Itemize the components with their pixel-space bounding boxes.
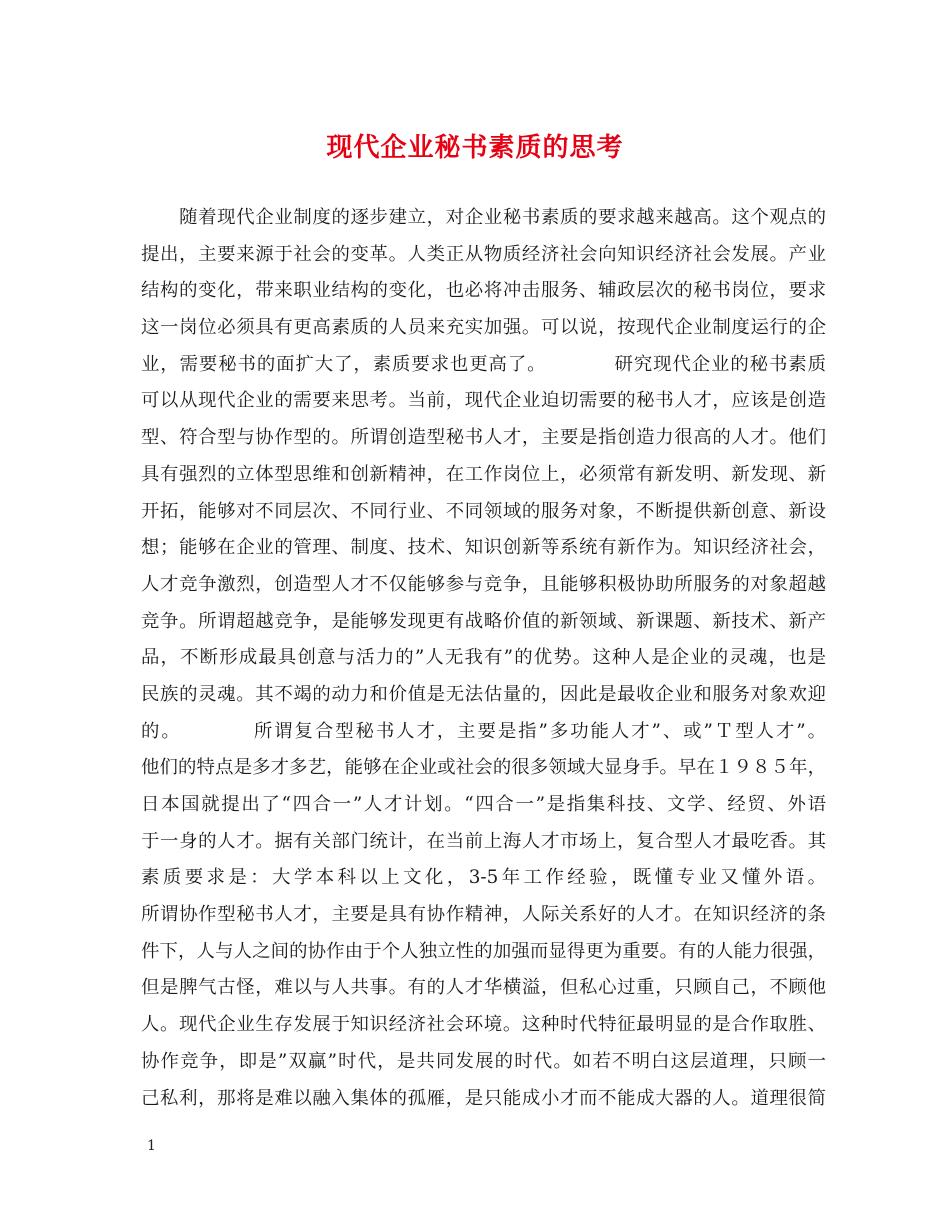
text-line: 素质要求是：大学本科以上文化，3-5年工作经验，既懂专业又懂外语。 — [141, 867, 826, 889]
text-line: 随着现代企业制度的逐步建立，对企业秘书素质的要求越来越高。这个观点的 — [141, 207, 826, 228]
text-line: 人才竞争激烈，创造型人才不仅能够参与竞争，且能够积极协助所服务的对象超越 — [141, 573, 826, 595]
text-line: 竞争。所谓超越竞争，是能够发现更有战略价值的新领域、新课题、新技术、新产 — [141, 610, 826, 632]
text-line: 开拓，能够对不同层次、不同行业、不同领域的服务对象，不断提供新创意、新设 — [141, 500, 826, 522]
text-line: 想；能够在企业的管理、制度、技术、知识创新等系统有新作为。知识经济社会， — [141, 537, 826, 559]
page-title: 现代企业秘书素质的思考 — [326, 133, 624, 163]
text-line: 结构的变化，带来职业结构的变化，也必将冲击服务、辅政层次的秘书岗位，要求 — [141, 280, 826, 302]
text-line: 民族的灵魂。其不竭的动力和价值是无法估量的，因此是最收企业和服务对象欢迎 — [141, 683, 826, 705]
text-line: 的。 所谓复合型秘书人才，主要是指”多功能人才”、或”Ｔ型人才”。 — [141, 720, 826, 742]
text-line: 可以从现代企业的需要来思考。当前，现代企业迫切需要的秘书人才，应该是创造 — [141, 390, 826, 412]
body-text — [141, 200, 826, 1117]
page-number: 1 — [147, 1138, 156, 1154]
text-line: 但是脾气古怪，难以与人共事。有的人才华横溢，但私心过重，只顾自己，不顾他 — [141, 977, 826, 999]
text-line: 己私利，那将是难以融入集体的孤雁，是只能成小才而不能成大器的人。道理很简 — [141, 1087, 826, 1109]
text-line: 具有强烈的立体型思维和创新精神，在工作岗位上，必须常有新发明、新发现、新 — [141, 463, 826, 485]
text-line: 这一岗位必须具有更高素质的人员来充实加强。可以说，按现代企业制度运行的企 — [141, 317, 826, 339]
text-line: 协作竞争，即是”双赢”时代，是共同发展的时代。如若不明白这层道理，只顾一 — [141, 1050, 826, 1072]
text-line: 业，需要秘书的面扩大了，素质要求也更高了。 研究现代企业的秘书素质 — [141, 353, 826, 375]
text-line: 提出，主要来源于社会的变革。人类正从物质经济社会向知识经济社会发展。产业 — [141, 243, 826, 265]
text-line: 件下，人与人之间的协作由于个人独立性的加强而显得更为重要。有的人能力很强， — [141, 940, 826, 962]
text-line: 日本国就提出了“四合一”人才计划。“四合一”是指集科技、文学、经贸、外语 — [141, 794, 826, 815]
text-line: 他们的特点是多才多艺，能够在企业或社会的很多领域大显身手。早在１９８５年， — [141, 757, 826, 779]
text-line: 于一身的人才。据有关部门统计，在当前上海人才市场上，复合型人才最吃香。其 — [141, 830, 826, 852]
text-line: 人。现代企业生存发展于知识经济社会环境。这种时代特征最明显的是合作取胜、 — [141, 1014, 826, 1036]
text-line: 所谓协作型秘书人才，主要是具有协作精神，人际关系好的人才。在知识经济的条 — [141, 904, 826, 926]
text-line: 型、符合型与协作型的。所谓创造型秘书人才，主要是指创造力很高的人才。他们 — [141, 427, 826, 449]
text-line: 品，不断形成最具创意与活力的”人无我有”的优势。这种人是企业的灵魂，也是 — [141, 647, 826, 669]
